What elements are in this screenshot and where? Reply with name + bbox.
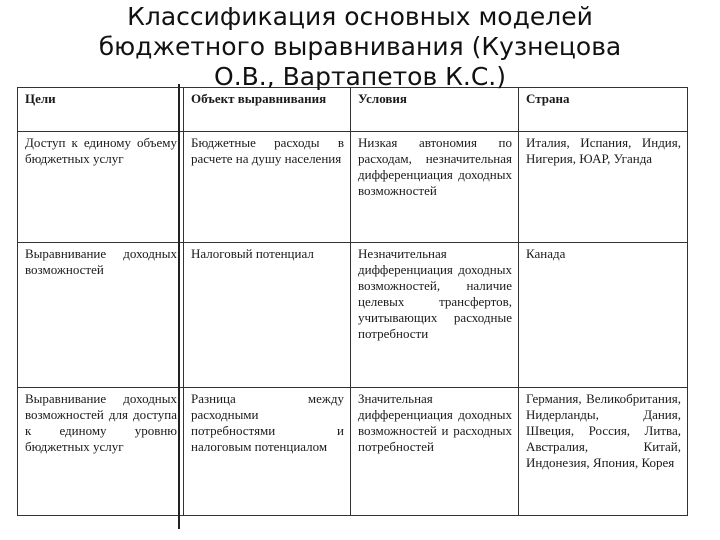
table-row — [18, 132, 688, 243]
header-country: Страна — [519, 88, 688, 132]
header-conditions: Условия — [351, 88, 519, 132]
cell-countries: Канада — [519, 243, 688, 388]
cell-object: Бюджетные расходы в расчете на душу населения — [184, 132, 351, 243]
cell-countries: Италия, Испания, Индия, Нигерия, ЮАР, Уганда — [519, 132, 688, 243]
title-line-1: Классификация основных моделей — [127, 2, 593, 31]
header-goals: Цели — [18, 88, 184, 132]
cell-conditions: Низкая автономия по расходам, незначительная дифференциация доходных возможностей — [351, 132, 519, 243]
classification-table — [17, 87, 688, 516]
slide-title — [40, 2, 680, 92]
cell-countries: Германия, Великобритания, Нидерланды, Дания, Швеция, Россия, Литва, Австралия, Китай, Индонезия, Япония, Корея — [519, 388, 688, 516]
title-line-3: О.В., Вартапетов К.С.) — [214, 62, 506, 91]
cell-object: Налоговый потенциал — [184, 243, 351, 388]
header-object: Объект выравнивания — [184, 88, 351, 132]
cell-goal: Доступ к единому объему бюджетных услуг — [18, 132, 184, 243]
table-header-row — [18, 88, 688, 132]
cell-conditions: Значительная дифференциация доходных возможностей и расходных потребностей — [351, 388, 519, 516]
table-row — [18, 388, 688, 516]
cell-goal: Выравнивание доходных возможностей для доступа к единому уровню бюджетных услуг — [18, 388, 184, 516]
table-row — [18, 243, 688, 388]
classification-table-wrapper — [17, 87, 687, 516]
title-line-2: бюджетного выравнивания (Кузнецова — [98, 32, 622, 61]
cell-goal: Выравнивание доходных возможностей — [18, 243, 184, 388]
cell-conditions: Незначительная дифференциация доходных возможностей, наличие целевых трансфертов, учитывающих расходные потребности — [351, 243, 519, 388]
cell-object: Разница между расходными потребностями и налоговым потенциалом — [184, 388, 351, 516]
scan-divider-line — [178, 84, 180, 529]
